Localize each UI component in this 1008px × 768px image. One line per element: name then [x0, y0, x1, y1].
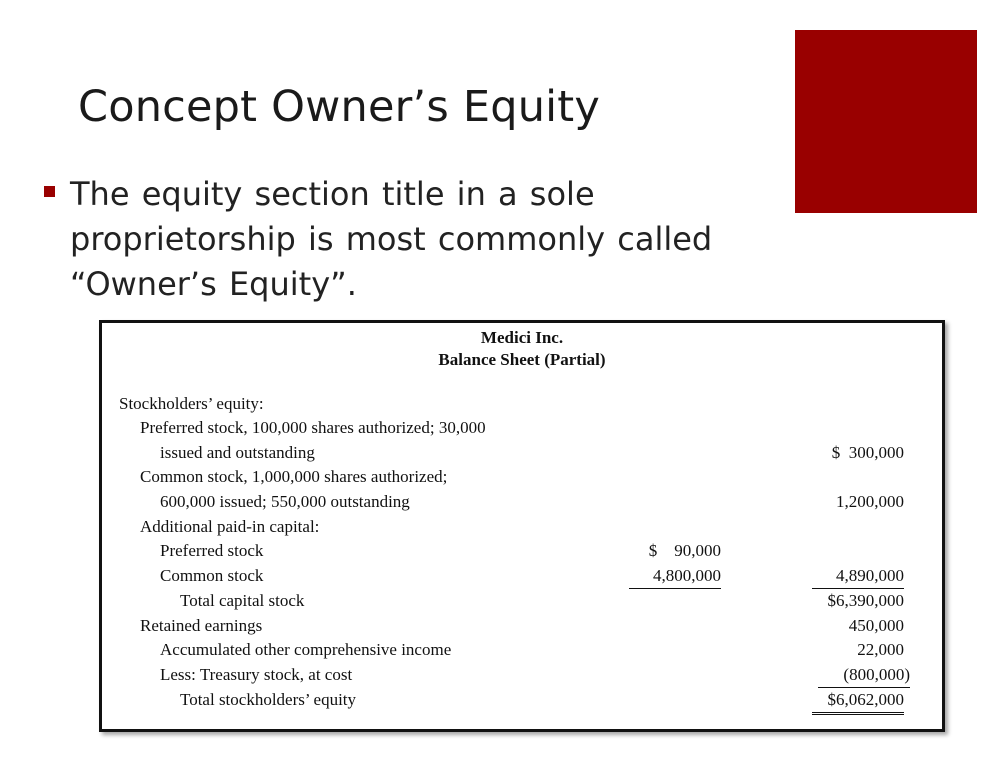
- table-row: [102, 392, 942, 416]
- table-row: [102, 490, 942, 514]
- row-amount: 4,890,000: [812, 564, 904, 589]
- table-row: [102, 441, 942, 465]
- row-label: Total capital stock: [180, 591, 305, 610]
- table-row: [102, 416, 942, 440]
- row-label: Common stock, 1,000,000 shares authorized;: [140, 467, 448, 486]
- row-amount: 1,200,000: [836, 492, 904, 511]
- row-label: 600,000 issued; 550,000 outstanding: [160, 492, 410, 511]
- square-bullet-icon: [44, 186, 55, 197]
- row-label: Additional paid-in capital:: [140, 517, 320, 536]
- row-label: Total stockholders’ equity: [180, 690, 357, 709]
- slide-title: Concept Owner’s Equity: [78, 82, 601, 132]
- bullet-item: [44, 172, 824, 307]
- table-row: [102, 539, 942, 563]
- table-row: [102, 589, 942, 613]
- row-amount: $ 300,000: [831, 443, 904, 462]
- row-amount: $6,062,000: [812, 688, 904, 715]
- row-label: Common stock: [160, 566, 264, 585]
- row-amount: 22,000: [857, 640, 904, 659]
- row-label: issued and outstanding: [160, 443, 315, 462]
- table-row: [102, 515, 942, 539]
- bullet-text: The equity section title in a sole proprietorship is most commonly called “Owner’s Equity”.: [70, 175, 713, 303]
- row-label: Preferred stock, 100,000 shares authorized; 30,000: [140, 418, 486, 437]
- row-amount: (800,000): [818, 663, 910, 688]
- row-label: Less: Treasury stock, at cost: [160, 665, 353, 684]
- row-label: Stockholders’ equity:: [119, 394, 264, 413]
- table-row: [102, 564, 942, 588]
- statement-title: Balance Sheet (Partial): [438, 350, 606, 369]
- table-row: [102, 638, 942, 662]
- row-label: Preferred stock: [160, 541, 264, 560]
- row-subamount: $ 90,000: [648, 541, 721, 560]
- row-amount: $6,390,000: [827, 591, 904, 610]
- company-name: Medici Inc.: [480, 328, 564, 347]
- balance-sheet-image: [99, 320, 945, 732]
- row-amount: 450,000: [848, 616, 904, 635]
- row-label: Accumulated other comprehensive income: [160, 640, 452, 659]
- table-row: [102, 688, 942, 712]
- table-row: [102, 663, 942, 687]
- row-label: Retained earnings: [140, 616, 263, 635]
- row-subamount: 4,800,000: [629, 564, 721, 589]
- table-row: [102, 465, 942, 489]
- balance-sheet-header: [102, 327, 942, 371]
- table-row: [102, 614, 942, 638]
